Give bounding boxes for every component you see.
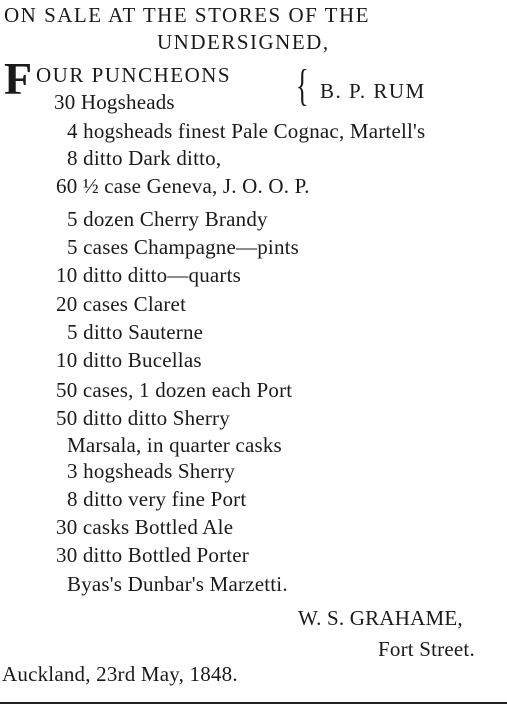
heading-line-1: ON SALE AT THE STORES OF THE — [4, 3, 370, 27]
signature-address: Fort Street. — [378, 637, 475, 661]
item-line: 30 casks Bottled Ale — [56, 515, 234, 539]
item-line: 3 hogsheads Sherry — [67, 459, 236, 483]
drop-cap: F — [4, 53, 33, 104]
dateline: Auckland, 23rd May, 1848. — [2, 662, 238, 686]
item-line: 10 ditto Bucellas — [56, 348, 202, 372]
item-line: 5 ditto Sauterne — [67, 320, 204, 344]
brace-label: B. P. RUM — [320, 79, 426, 103]
item-line: 8 ditto Dark ditto, — [67, 146, 222, 170]
item-line: 10 ditto ditto—quarts — [56, 263, 242, 287]
item-line: 50 cases, 1 dozen each Port — [56, 378, 293, 402]
item-line: 60 ½ case Geneva, J. O. O. P. — [56, 174, 310, 198]
first-line-rest: OUR PUNCHEONS — [36, 63, 232, 87]
item-line: 50 ditto ditto Sherry — [56, 406, 230, 430]
item-line: 8 ditto very fine Port — [67, 487, 247, 511]
item-line: 20 cases Claret — [56, 292, 187, 316]
item-line: 5 cases Champagne—pints — [67, 235, 300, 259]
item-hogsheads-rum: 30 Hogsheads — [54, 90, 175, 114]
heading-line-2: UNDERSIGNED, — [157, 30, 330, 54]
bottom-rule — [0, 702, 507, 704]
signature-name: W. S. GRAHAME, — [298, 606, 463, 630]
item-line: 4 hogsheads finest Pale Cognac, Martell's — [67, 119, 426, 143]
item-line: 30 ditto Bottled Porter — [56, 543, 250, 567]
brace-glyph: { — [296, 61, 309, 110]
item-line: 5 dozen Cherry Brandy — [67, 207, 268, 231]
item-line: Byas's Dunbar's Marzetti. — [67, 572, 288, 596]
item-line: Marsala, in quarter casks — [67, 433, 282, 457]
